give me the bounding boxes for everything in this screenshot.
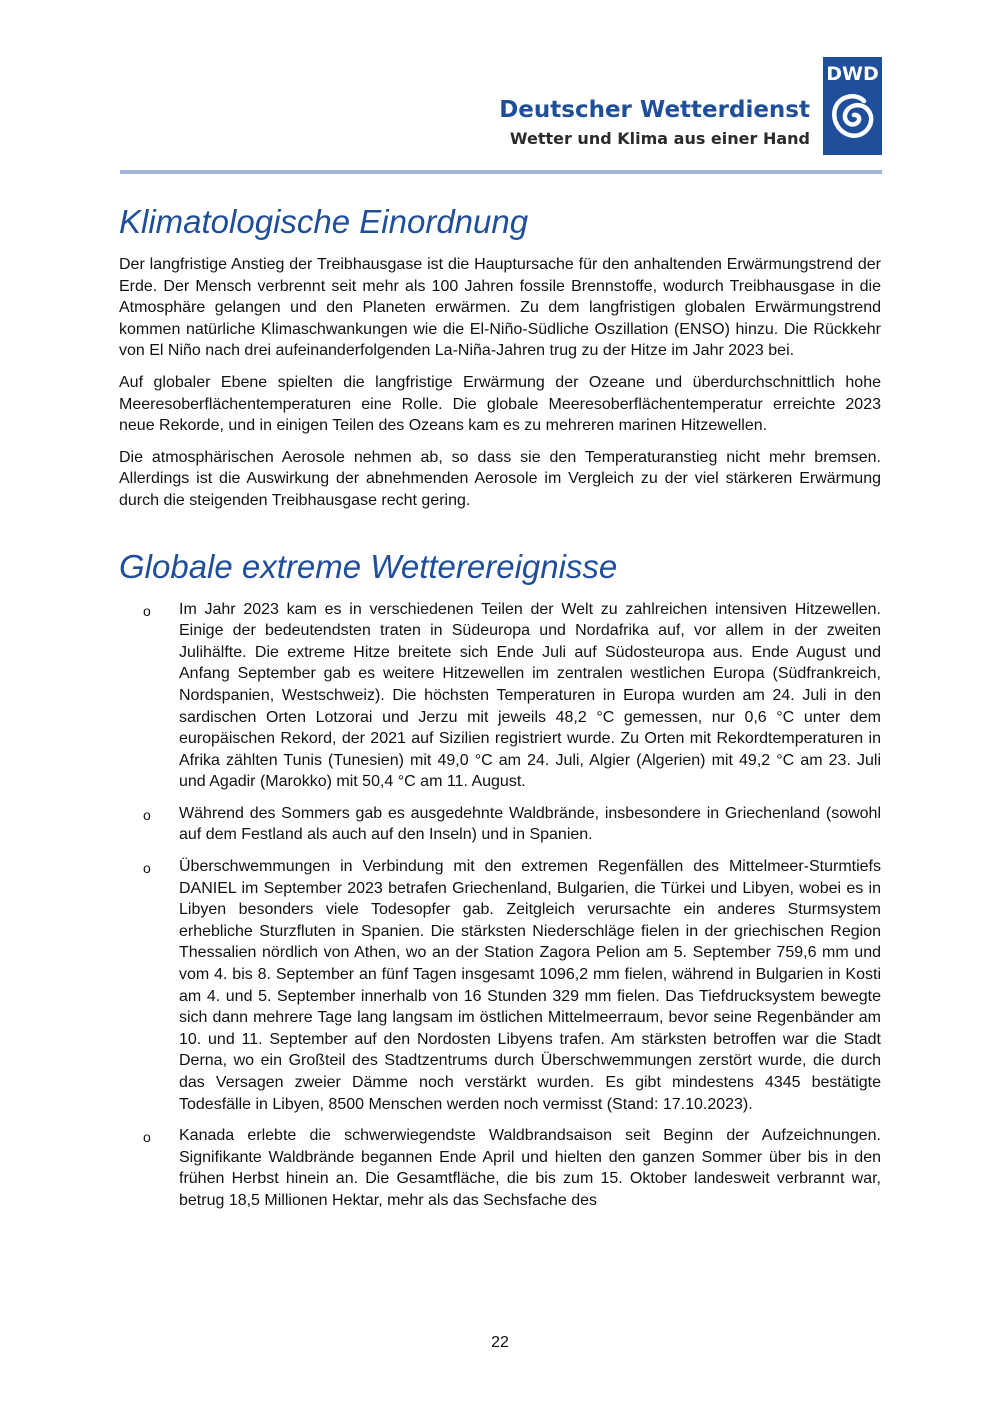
page-header bbox=[0, 0, 1000, 180]
paragraph: Der langfristige Anstieg der Treibhausgase ist die Hauptursache für den anhaltenden Erwärmungstrend der Erde. Der Mensch verbrennt seit mehr als 100 Jahren fossile Brennstoffe, wodurch Treibhausgase in die Atmosphäre gelangen und den Planeten erwärmen. Zu dem langfristigen globalen Erwärmungstrend kommen natürliche Klimaschwankungen wie die El-Niño-Südliche Oszillation (ENSO) hinzu. Die Rückkehr von El Niño nach drei aufeinanderfolgenden La-Niña-Jahren trug zu der Hitze im Jahr 2023 bei. bbox=[119, 256, 881, 360]
bullet-icon: o bbox=[143, 1129, 151, 1146]
event-list bbox=[119, 599, 881, 1212]
paragraph: Auf globaler Ebene spielten die langfristige Erwärmung der Ozeane und überdurchschnittlich hohe Meeresoberflächentemperaturen eine Rolle. Die globale Meeresoberflächentemperatur erreichte 2023 neue Rekorde, und in einigen Teilen des Ozeans kam es zu mehreren marinen Hitzewellen. bbox=[119, 373, 881, 435]
list-item bbox=[119, 1125, 881, 1211]
list-item-text: Kanada erlebte die schwerwiegendste Waldbrandsaison seit Beginn der Aufzeichnungen. Signifikante Waldbrände begannen Ende April und hielten den ganzen Sommer über bis in den frühen Herbst hinein an. Die Gesamtfläche, die bis zum 15. Oktober landesweit verbrannt war, betrug 18,5 Millionen Hektar, mehr als das Sechsfache des bbox=[179, 1127, 881, 1209]
bullet-icon: o bbox=[143, 602, 151, 619]
bullet-icon: o bbox=[143, 860, 151, 877]
section-title: Klimatologische Einordnung bbox=[119, 203, 529, 240]
page-content bbox=[119, 200, 881, 1222]
section-global-extreme-weather-events bbox=[119, 545, 881, 1212]
header-divider bbox=[120, 170, 882, 174]
list-item-text: Während des Sommers gab es ausgedehnte Waldbrände, insbesondere in Griechenland (sowohl auf dem Festland als auch auf den Inseln) und in Spanien. bbox=[179, 804, 881, 844]
list-item bbox=[119, 803, 881, 846]
organization-name: Deutscher Wetterdienst bbox=[499, 97, 810, 123]
brand-text bbox=[499, 97, 810, 148]
dwd-logo bbox=[823, 57, 882, 155]
list-item-text: Im Jahr 2023 kam es in verschiedenen Teilen der Welt zu zahlreichen intensiven Hitzewellen. Einige der bedeutendsten traten in Südeuropa und Nordafrika auf, vor allem in der zweiten Julihälfte. Die extreme Hitze breitete sich Ende Juli auf Südosteuropa aus. Ende August und Anfang September gab es weitere Hitzewellen im zentralen westlichen Europa (Südfrankreich, Nordspanien, Westschweiz). Die höchsten Temperaturen in Europa wurden am 24. Juli in den sardischen Orten Lotzorai und Jerzu mit jeweils 48,2 °C gemessen, nur 0,6 °C unter dem europäischen Rekord, der 2021 auf Sizilien registriert wurde. Zu Orten mit Rekordtemperaturen in Afrika zählten Tunis (Tunesien) mit 49,0 °C am 24. Juli, Algier (Algerien) mit 49,2 °C am 23. Juli und Agadir (Marokko) mit 50,4 °C am 11. August. bbox=[179, 600, 881, 791]
page-number: 22 bbox=[491, 1334, 509, 1351]
list-item bbox=[119, 856, 881, 1115]
section-climatological-classification bbox=[119, 200, 881, 512]
list-item-text: Überschwemmungen in Verbindung mit den extremen Regenfällen des Mittelmeer-Sturmtiefs DANIEL im September 2023 betrafen Griechenland, Bulgarien, die Türkei und Libyen, wobei es in Libyen besonders viele Todesopfer gab. Zeitgleich verursachte ein anderes Sturmsystem erhebliche Sturzfluten in Spanien. Die stärksten Niederschläge fielen in der griechischen Region Thessalien nördlich von Athen, wo an der Station Zagora Pelion am 5. September 759,6 mm und vom 4. bis 8. September an fünf Tagen insgesamt 1096,2 mm fielen, während in Bulgarien in Kosti am 4. und 5. September innerhalb von 16 Stunden 329 mm fielen. Das Tiefdrucksystem bewegte sich dann mehrere Tage lang langsam im östlichen Mittelmeerraum, bevor seine Regenbänder am 10. und 11. September auf den Nordosten Libyens trafen. Am stärksten betroffen war die Stadt Derna, wo ein Großteil des Stadtzentrums durch Überschwemmungen zerstört wurde, die durch das Versagen zweier Dämme noch verstärkt wurden. Es gibt mindestens 4345 bestätigte Todesfälle in Libyen, 8500 Menschen werden noch vermisst (Stand: 17.10.2023). bbox=[179, 858, 881, 1113]
organization-tagline: Wetter und Klima aus einer Hand bbox=[509, 129, 810, 148]
logo-text: DWD bbox=[826, 63, 879, 85]
paragraph: Die atmosphärischen Aerosole nehmen ab, so dass sie den Temperaturanstieg nicht mehr bremsen. Allerdings ist die Auswirkung der abnehmenden Aerosole im Vergleich zu der viel stärkeren Erwärmung durch die steigenden Treibhausgase recht gering. bbox=[119, 448, 881, 509]
section-title: Globale extreme Wetterereignisse bbox=[119, 547, 618, 585]
bullet-icon: o bbox=[143, 806, 151, 823]
list-item bbox=[119, 599, 881, 793]
